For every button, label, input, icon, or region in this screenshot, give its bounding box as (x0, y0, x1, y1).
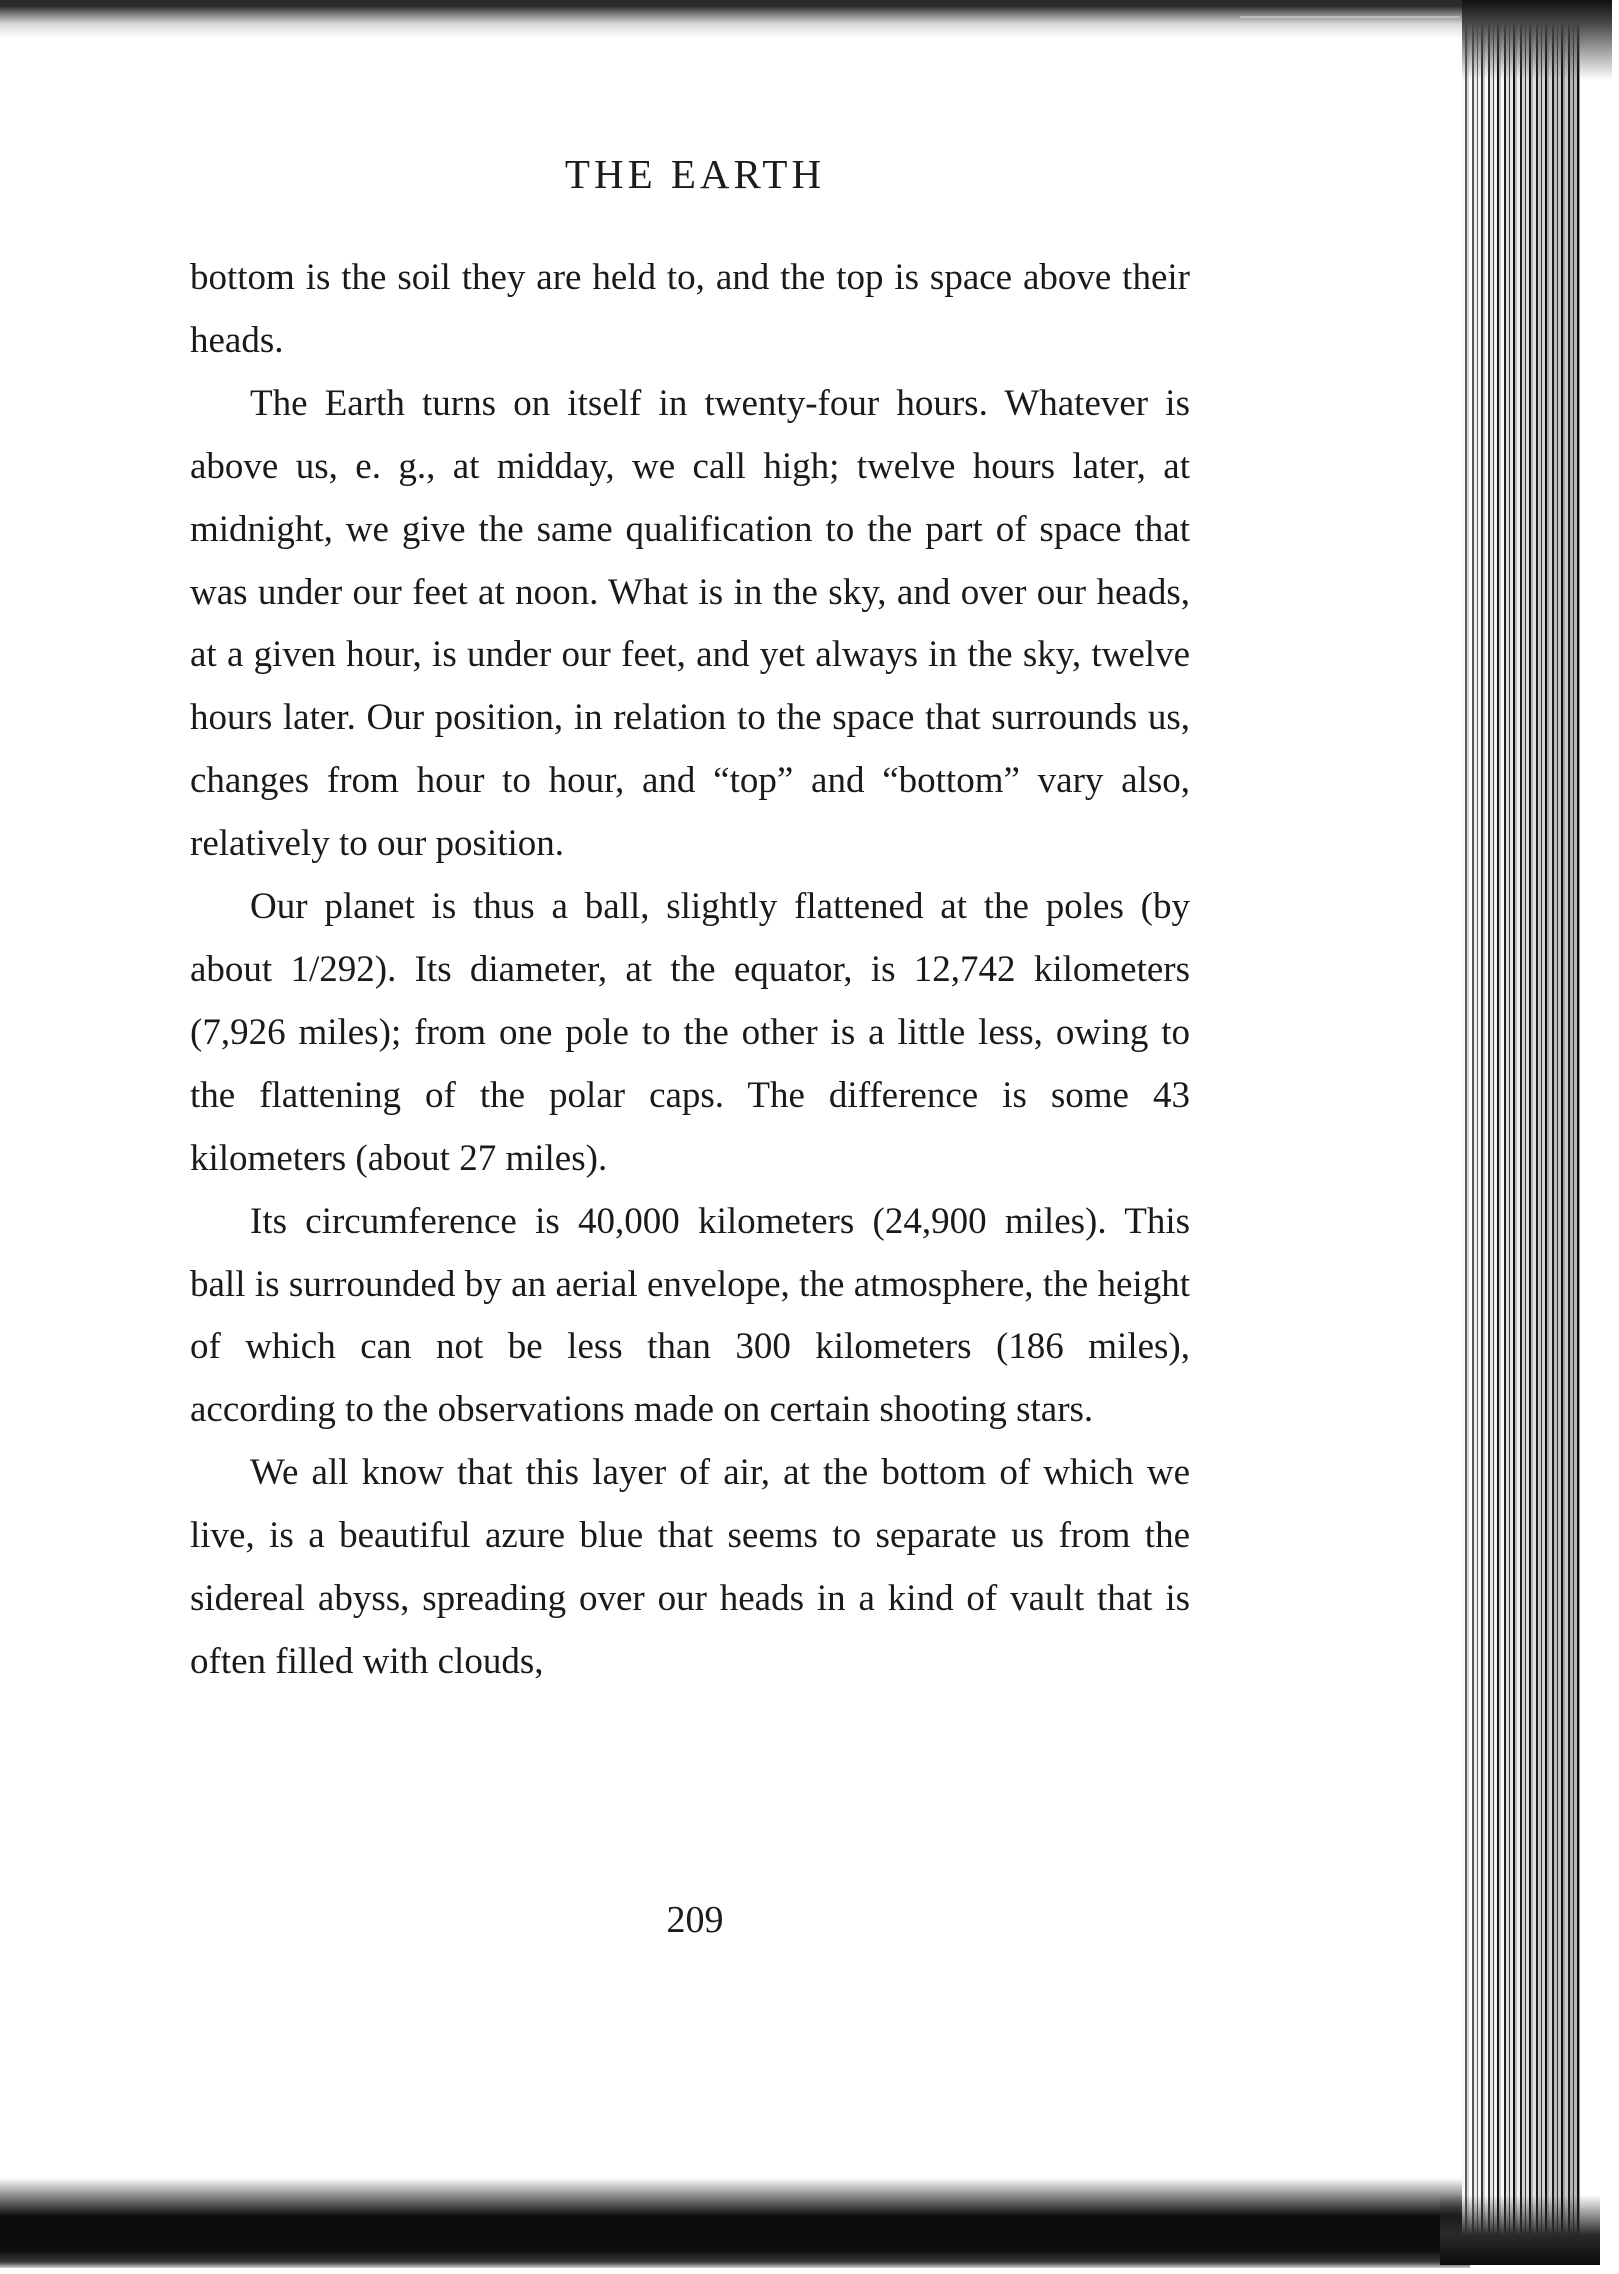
paragraph: Its circumference is 40,000 kilometers (24,900 miles). This ball is surrounded by an aerial envelope, the atmosphere, the height of which can not be less than 300 kilometers (186 miles), according to the observations made on certain shooting stars. (190, 1200, 1190, 1431)
scan-bottom-shadow (0, 2178, 1470, 2268)
paragraph: The Earth turns on itself in twenty-four hours. Whatever is above us, e. g., at midday, we call high; twelve hours later, at midnight, we give the same qualification to the part of space that was under our feet at noon. What is in the sky, and over our heads, at a given hour, is under our feet, and yet always in the sky, twelve hours later. Our position, in relation to the space that surrounds us, changes from hour to hour, and “top” and “bottom” vary also, relatively to our position. (190, 382, 1190, 865)
page-number: 209 (666, 1899, 724, 1941)
book-edge-bottom-shadow (1440, 2195, 1600, 2265)
paragraph: bottom is the soil they are held to, and the top is space above their heads. (190, 257, 1190, 361)
scan-top-shadow (0, 0, 1470, 38)
book-edge-top-shadow (1462, 0, 1612, 80)
scan-top-line (1240, 16, 1460, 18)
running-head: THE EARTH (564, 151, 826, 197)
paragraph: Our planet is thus a ball, slightly flattened at the poles (by about 1/292). Its diameter, at the equator, is 12,742 kilometers (7,926 miles); from one pole to the other is a little less, owing to the flattening of the polar caps. The difference is some 43 kilometers (about 27 miles). (190, 886, 1190, 1179)
body-text (190, 247, 1190, 1694)
book-page-edges-shade (1462, 10, 1580, 2262)
paragraph: We all know that this layer of air, at the bottom of which we live, is a beautiful azure blue that seems to separate us from the sidereal abyss, spreading over our heads in a kind of vault that is often filled with clouds, (190, 1452, 1190, 1682)
